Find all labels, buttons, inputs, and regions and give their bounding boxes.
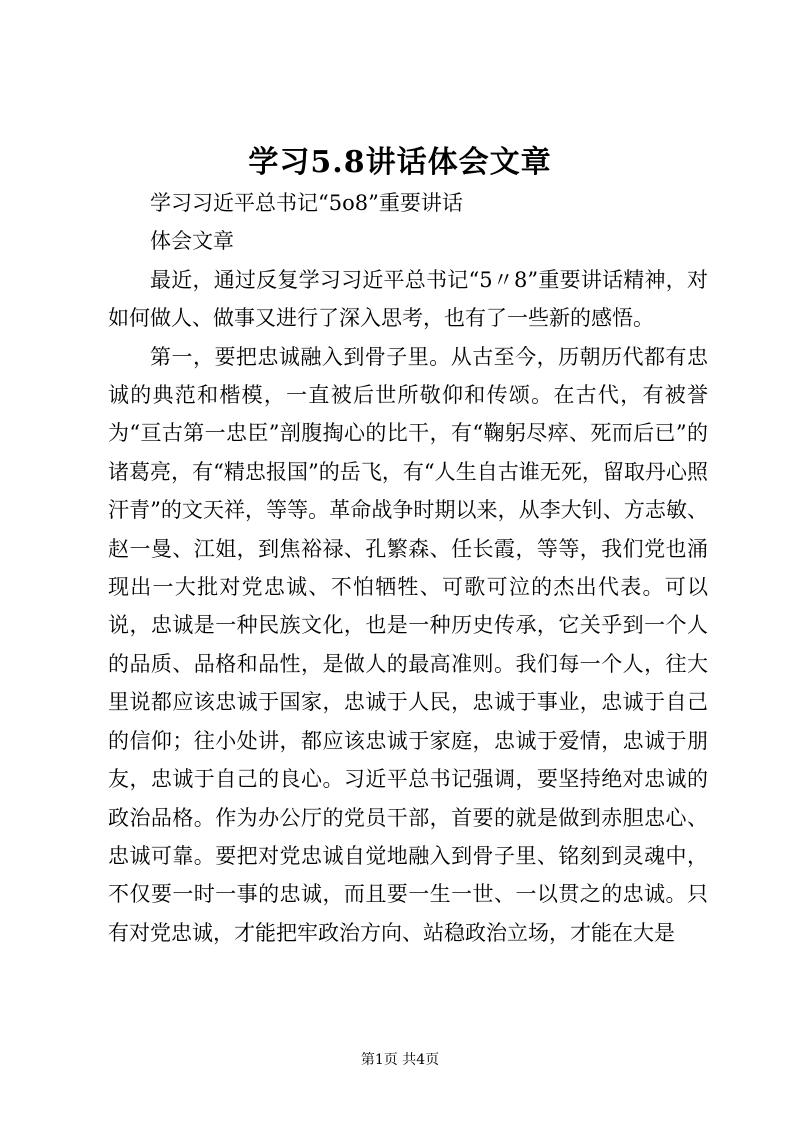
subtitle-line-1: 学习习近平总书记“5o8”重要讲话 bbox=[150, 191, 463, 215]
document-title: 学习5.8讲话体会文章 bbox=[248, 145, 552, 180]
body-paragraph-loyalty: 第一，要把忠诚融入到骨子里。从古至今，历朝历代都有忠诚的典范和楷模，一直被后世所敬仰和传颂。在古代，有被誉为“亘古第一忠臣”剖腹掏心的比干，有“鞠躬尽瘁、死而后已”的诸葛亮，有“精忠报国”的岳飞，有“人生自古谁无死，留取丹心照汗青”的文天祥，等等。革命战争时期以来，从李大钊、方志敏、赵一曼、江姐，到焦裕禄、孔繁森、任长霞，等等，我们党也涌现出一大批对党忠诚、不怕牺牲、可歌可泣的杰出代表。可以说，忠诚是一种民族文化，也是一种历史传承，它关乎到一个人的品质、品格和品性，是做人的最高准则。我们每一个人，往大里说都应该忠诚于国家，忠诚于人民，忠诚于事业，忠诚于自己的信仰；往小处讲，都应该忠诚于家庭，忠诚于爱情，忠诚于朋友，忠诚于自己的良心。习近平总书记强调，要坚持绝对忠诚的政治品格。作为办公厅的党员干部，首要的就是做到赤胆忠心、忠诚可靠。要把对党忠诚自觉地融入到骨子里、铭刻到灵魂中，不仅要一时一事的忠诚，而且要一生一世、一以贯之的忠诚。只有对党忠诚，才能把牢政治方向、站稳政治立场，才能在大是 bbox=[108, 344, 708, 945]
intro-paragraph: 最近，通过反复学习习近平总书记“5〃8”重要讲话精神，对如何做人、做事又进行了深入思考，也有了一些新的感悟。 bbox=[108, 267, 708, 331]
subtitle-line-2: 体会文章 bbox=[150, 229, 234, 254]
page-footer: 第1页 共4页 bbox=[360, 1052, 440, 1068]
document-body bbox=[108, 184, 708, 952]
